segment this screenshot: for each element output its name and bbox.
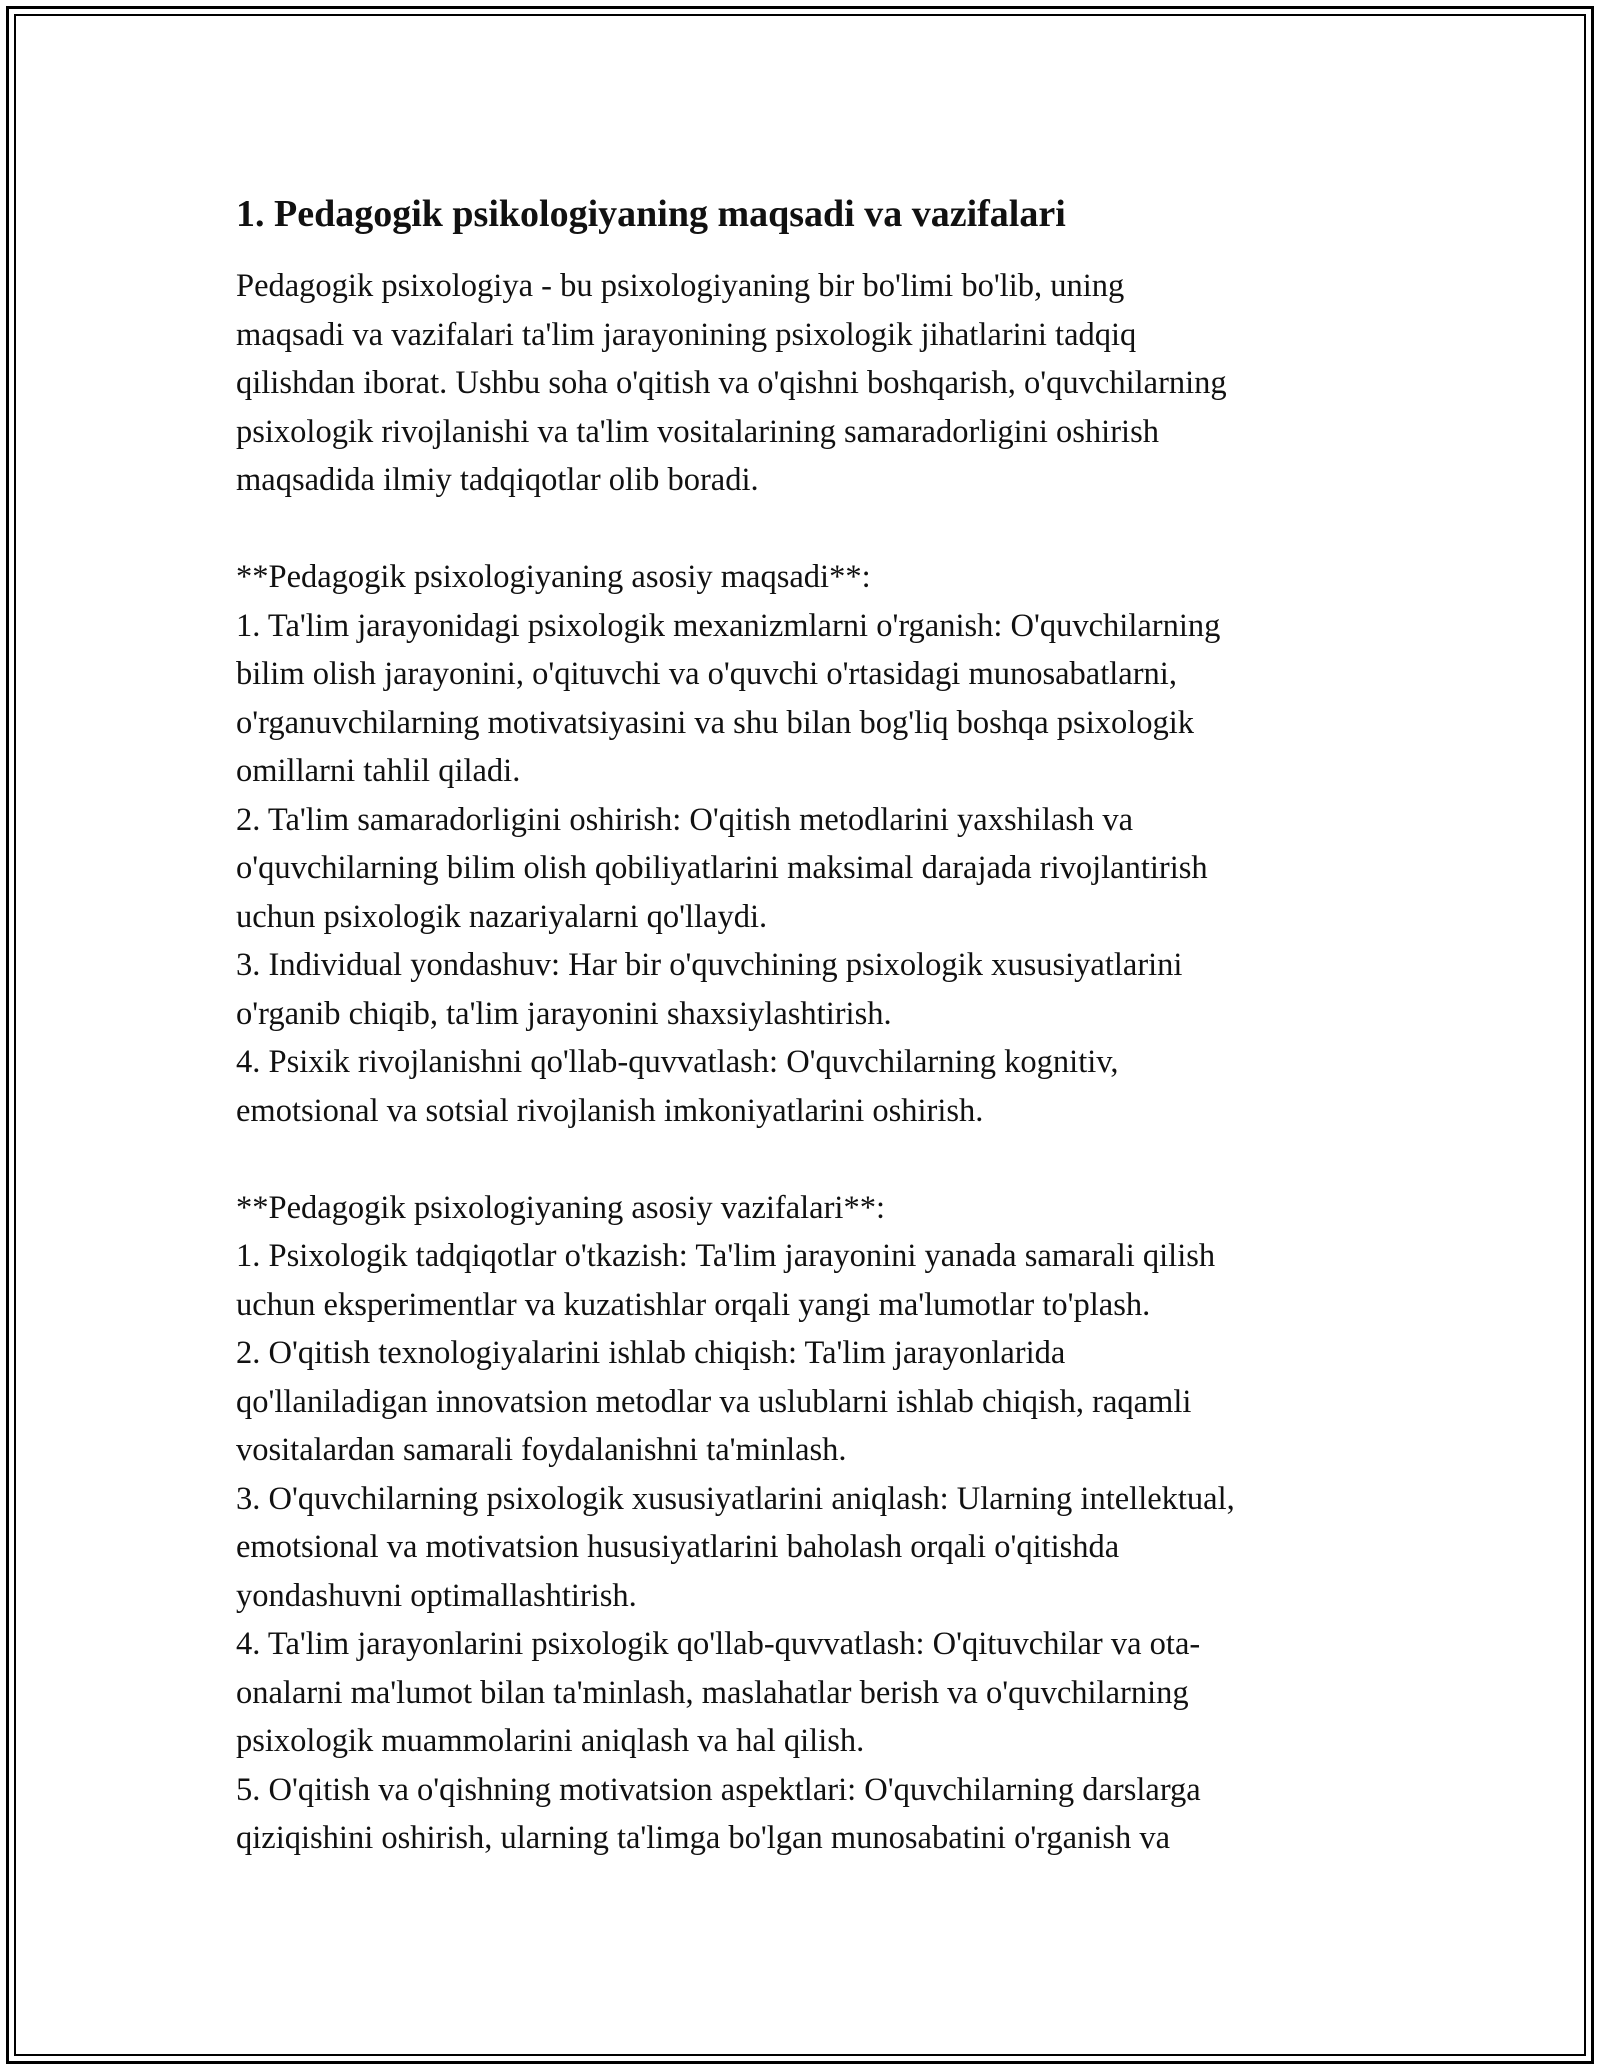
tasks-section: [236, 1184, 1376, 1863]
tasks-line: yondashuvni optimallashtirish.: [236, 1577, 637, 1614]
tasks-line: 2. O'qitish texnologiyalarini ishlab chiqish: Ta'lim jarayonlarida: [236, 1335, 1066, 1371]
goals-line: o'rganuvchilarning motivatsiyasini va shu bilan bog'liq boshqa psixologik: [236, 704, 1195, 741]
paragraph-gap: [236, 1135, 1376, 1184]
intro-line: psixologik rivojlanishi va ta'lim vositalarining samaradorligini oshirish: [236, 413, 1159, 450]
tasks-line: 5. O'qitish va o'qishning motivatsion aspektlari: O'quvchilarning darslarga: [236, 1771, 1201, 1808]
tasks-line: 4. Ta'lim jarayonlarini psixologik qo'llab-quvvatlash: O'qituvchilar va ota-: [236, 1626, 1201, 1662]
tasks-line: psixologik muammolarini aniqlash va hal qilish.: [236, 1723, 865, 1759]
document-body: [236, 186, 1376, 1863]
tasks-line: qiziqishini oshirish, ularning ta'limga bo'lgan munosabatini o'rganish va: [236, 1820, 1171, 1856]
intro-line: Pedagogik psixologiya - bu psixologiyaning bir bo'limi bo'lib, uning: [236, 268, 1125, 304]
section-heading: 1. Pedagogik psikologiyaning maqsadi va vazifalari: [236, 193, 1066, 235]
goals-section: [236, 553, 1376, 1135]
goals-heading: **Pedagogik psixologiyaning asosiy maqsadi**:: [236, 559, 871, 595]
goals-line: emotsional va sotsial rivojlanish imkoniyatlarini oshirish.: [236, 1092, 984, 1129]
paragraph-gap: [236, 505, 1376, 554]
tasks-line: qo'llaniladigan innovatsion metodlar va uslublarni ishlab chiqish, raqamli: [236, 1383, 1192, 1420]
goals-line: 1. Ta'lim jarayonidagi psixologik mexanizmlarni o'rganish: O'quvchilarning: [236, 607, 1221, 644]
goals-line: 3. Individual yondashuv: Har bir o'quvchining psixologik xususiyatlarini: [236, 947, 1183, 983]
intro-paragraph: [236, 262, 1376, 505]
tasks-heading: **Pedagogik psixologiyaning asosiy vazifalari**:: [236, 1189, 885, 1226]
goals-line: o'rganib chiqib, ta'lim jarayonini shaxsiylashtirish.: [236, 995, 892, 1032]
tasks-line: uchun eksperimentlar va kuzatishlar orqali yangi ma'lumotlar to'plash.: [236, 1286, 1151, 1323]
goals-line: 4. Psixik rivojlanishni qo'llab-quvvatlash: O'quvchilarning kognitiv,: [236, 1044, 1119, 1080]
intro-line: qilishdan iborat. Ushbu soha o'qitish va o'qishni boshqarish, o'quvchilarning: [236, 365, 1227, 401]
intro-line: maqsadida ilmiy tadqiqotlar olib boradi.: [236, 462, 759, 498]
tasks-line: 3. O'quvchilarning psixologik xususiyatlarini aniqlash: Ularning intellektual,: [236, 1480, 1235, 1517]
goals-line: bilim olish jarayonini, o'qituvchi va o'quvchi o'rtasidagi munosabatlarni,: [236, 656, 1177, 692]
goals-line: uchun psixologik nazariyalarni qo'llaydi.: [236, 898, 768, 935]
tasks-line: vositalardan samarali foydalanishni ta'minlash.: [236, 1432, 847, 1468]
goals-line: omillarni tahlil qiladi.: [236, 753, 521, 789]
intro-line: maqsadi va vazifalari ta'lim jarayonining psixologik jihatlarini tadqiq: [236, 316, 1137, 353]
goals-line: o'quvchilarning bilim olish qobiliyatlarini maksimal darajada rivojlantirish: [236, 850, 1208, 886]
tasks-line: onalarni ma'lumot bilan ta'minlash, maslahatlar berish va o'quvchilarning: [236, 1674, 1189, 1711]
goals-line: 2. Ta'lim samaradorligini oshirish: O'qitish metodlarini yaxshilash va: [236, 801, 1134, 838]
tasks-line: emotsional va motivatsion hususiyatlarini baholash orqali o'qitishda: [236, 1529, 1120, 1565]
tasks-line: 1. Psixologik tadqiqotlar o'tkazish: Ta'lim jarayonini yanada samarali qilish: [236, 1238, 1216, 1274]
